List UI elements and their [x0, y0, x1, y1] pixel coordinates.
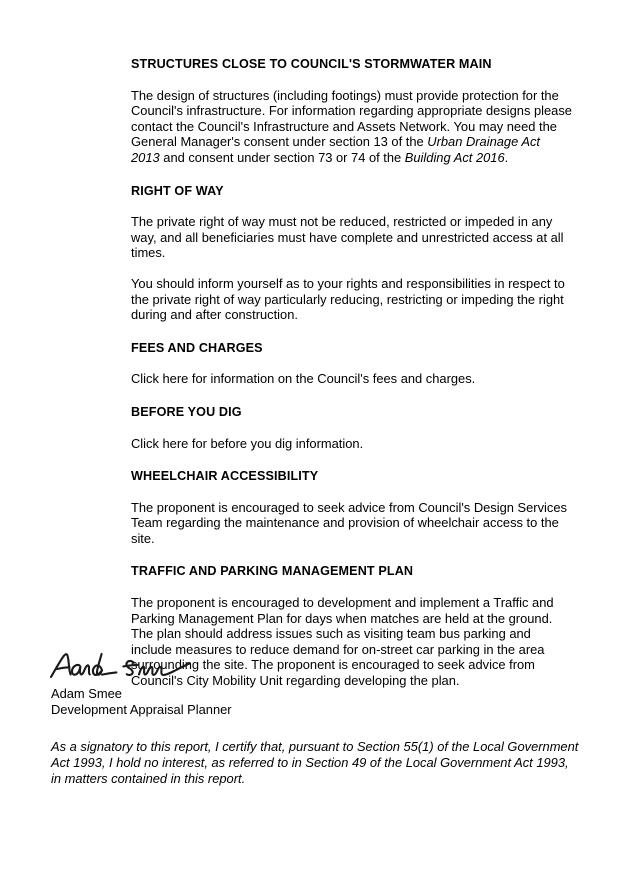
paragraph-spacer	[131, 261, 572, 276]
text-run: The proponent is encouraged to seek advice from Council's Design Services Team regarding the maintenance and provision of wheelchair access to the site.	[131, 499, 567, 546]
legislation-title: Urban Drainage Act 2013	[131, 134, 540, 165]
section-spacer	[131, 323, 572, 341]
section-spacer	[131, 387, 572, 405]
body-paragraph	[131, 214, 572, 261]
section-heading: STRUCTURES CLOSE TO COUNCIL'S STORMWATER MAIN	[131, 57, 492, 71]
paragraph-spacer	[131, 73, 572, 88]
text-run: The private right of way must not be reduced, restricted or impeded in any way, and all beneficiaries must have complete and unrestricted access at all times.	[131, 214, 564, 261]
legislation-title: Building Act 2016	[404, 149, 505, 165]
paragraph-spacer	[131, 356, 572, 371]
section-spacer	[131, 166, 572, 184]
body-paragraph	[131, 371, 572, 387]
signer-title: Development Appraisal Planner	[51, 701, 232, 717]
paragraph-spacer	[131, 199, 572, 214]
section-heading: BEFORE YOU DIG	[131, 404, 242, 419]
handwritten-signature-icon	[48, 650, 198, 684]
document-body	[131, 57, 572, 689]
text-run: Click here for before you dig information.	[131, 435, 364, 451]
body-paragraph	[131, 88, 572, 166]
paragraph-spacer	[131, 421, 572, 436]
section-heading: RIGHT OF WAY	[131, 183, 224, 198]
text-run: Click here for information on the Council's fees and charges.	[131, 371, 476, 387]
text-run: The proponent is encouraged to development and implement a Traffic and Parking Management Plan for days when matches are held at the ground. The plan should address issues such as visiting team bus parking and include measures to reduce demand for on-street car parking in the area surrounding the site. The proponent is encouraged to seek advice from Council's City Mobility Unit regarding developing the plan.	[131, 595, 554, 689]
paragraph-spacer	[131, 485, 572, 500]
body-paragraph	[131, 436, 572, 452]
paragraph-spacer	[131, 580, 572, 595]
certification-statement: As a signatory to this report, I certify that, pursuant to Section 55(1) of the Local Government Act 1993, I hold no interest, as referred to in Section 49 of the Local Government Act 1993, in matters contained in this report.	[51, 739, 579, 786]
section-heading: TRAFFIC AND PARKING MANAGEMENT PLAN	[131, 564, 414, 579]
body-paragraph	[131, 500, 572, 547]
signer-name: Adam Smee	[51, 686, 122, 701]
text-run: You should inform yourself as to your rights and responsibilities in respect to the private right of way particularly reducing, restricting or impeding the right during and after construction.	[131, 275, 565, 323]
section-heading: FEES AND CHARGES	[131, 340, 263, 355]
section-spacer	[131, 451, 572, 469]
section-heading: WHEELCHAIR ACCESSIBILITY	[131, 469, 319, 484]
body-paragraph	[131, 276, 572, 323]
section-spacer	[131, 546, 572, 564]
text-run: .	[504, 149, 509, 165]
text-run: and consent under section 73 or 74 of the	[159, 149, 405, 165]
text-run: The design of structures (including footings) must provide protection for the Council's infrastructure. For information regarding appropriate designs please contact the Council's Infrastructure and Assets Network. You may need the General Manager's consent under section 13 of the	[131, 87, 572, 150]
signature-block	[51, 650, 579, 787]
